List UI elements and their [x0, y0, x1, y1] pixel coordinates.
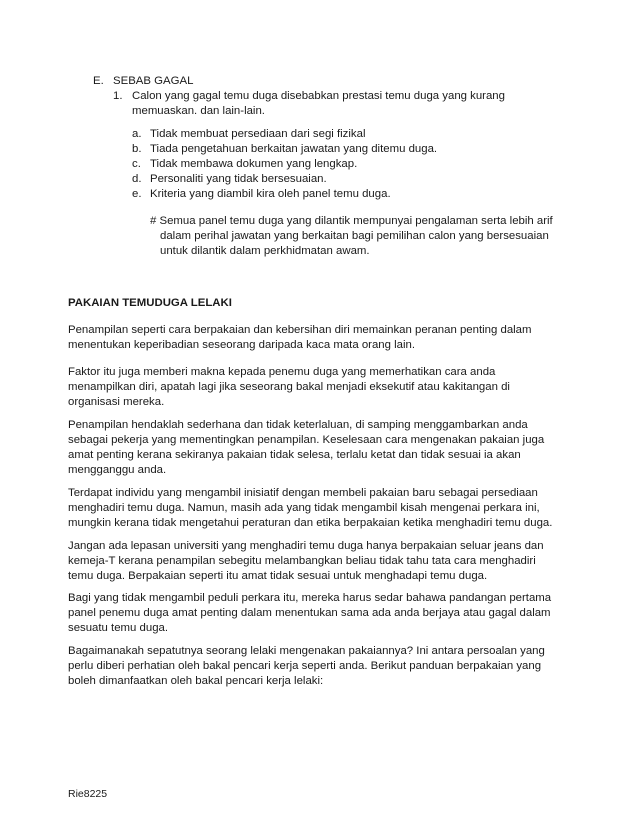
note-line: # Semua panel temu duga yang dilantik mempunyai pengalaman serta lebih arif [150, 215, 553, 227]
paragraph-line: menentukan keperibadian seseorang daripada kaca mata orang lain. [68, 339, 416, 351]
item-1-line: Calon yang gagal temu duga disebabkan prestasi temu duga yang kurang [132, 90, 505, 102]
paragraph-line: sebagai pekerja yang mementingkan penampilan. Keselesaan cara mengenakan pakaian juga [68, 434, 545, 446]
list-item [132, 142, 437, 157]
paragraph [68, 591, 551, 636]
paragraph-line: menghadiri temu duga. Namun, masih ada yang tidak mengambil kisah mengenai perkara ini, [68, 502, 540, 514]
paragraph-line: temu duga. Berpakaian seperti itu amat tidak sesuai untuk menghadapi temu duga. [68, 570, 488, 582]
note-block [150, 214, 553, 259]
section-e-marker: E. [93, 75, 104, 87]
paragraph-line: Penampilan seperti cara berpakaian dan kebersihan diri memainkan peranan penting dalam [68, 324, 532, 336]
paragraph-line: Bagi yang tidak mengambil peduli perkara itu, mereka harus sedar bahawa pandangan pertama [68, 592, 552, 604]
paragraph-line: mungkin kerana tidak mengetahui peraturan dan etika berpakaian ketika menghadiri temu duga. [68, 517, 553, 529]
paragraph-line: amat penting kerana sekiranya pakaian tidak selesa, terlalu ketat dan tidak sesuai ia akan [68, 449, 521, 461]
list-item [132, 157, 357, 172]
paragraph-line: panel penemu duga amat penting dalam menentukan sama ada anda berjaya atau gagal dalam [68, 607, 551, 619]
list-item [132, 127, 365, 142]
list-item-text: Tidak membuat persediaan dari segi fizikal [150, 128, 366, 140]
paragraph-line: Penampilan hendaklah sederhana dan tidak keterlaluan, di samping menggambarkan anda [68, 419, 528, 431]
list-item-marker: d. [132, 173, 142, 185]
item-1-marker: 1. [113, 90, 123, 102]
paragraph [68, 486, 552, 531]
section-e-title: SEBAB GAGAL [113, 75, 194, 87]
item-1-text [132, 89, 505, 119]
paragraph-line: organisasi mereka. [68, 396, 165, 408]
paragraph [68, 323, 532, 353]
list-item-text: Personaliti yang tidak bersesuaian. [150, 173, 327, 185]
note-line: untuk dilantik dalam perkhidmatan awam. [160, 245, 370, 257]
list-item [132, 172, 327, 187]
paragraph-line: Terdapat individu yang mengambil inisiatif dengan membeli pakaian baru sebagai persediaan [68, 487, 538, 499]
paragraph-line: kemeja-T kerana penampilan sebegitu melambangkan beliau tidak tahu tata cara menghadiri [68, 555, 536, 567]
paragraph-line: perlu diberi perhatian oleh bakal pencari kerja seperti anda. Berikut panduan berpakaian yang [68, 660, 542, 672]
list-item-marker: e. [132, 188, 142, 200]
paragraph [68, 418, 544, 478]
list-item-text: Tiada pengetahuan berkaitan jawatan yang ditemu duga. [150, 143, 438, 155]
paragraph-line: Bagaimanakah sepatutnya seorang lelaki mengenakan pakaiannya? Ini antara persoalan yang [68, 645, 545, 657]
list-item-marker: b. [132, 143, 142, 155]
list-item-text: Kriteria yang diambil kira oleh panel temu duga. [150, 188, 391, 200]
section-e-heading [93, 74, 193, 89]
list-item-text: Tidak membawa dokumen yang lengkap. [150, 158, 358, 170]
paragraph [68, 365, 510, 410]
paragraph-line: Jangan ada lepasan universiti yang menghadiri temu duga hanya berpakaian seluar jeans dan [68, 540, 544, 552]
paragraph-line: sesuatu temu duga. [68, 622, 169, 634]
paragraph [68, 644, 545, 689]
item-1-line: memuaskan. dan lain-lain. [132, 105, 265, 117]
paragraph-line: boleh dimanfaatkan oleh bakal pencari kerja lelaki: [68, 675, 324, 687]
list-item [132, 187, 391, 202]
paragraph [68, 539, 544, 584]
paragraph-line: Faktor itu juga memberi makna kepada penemu duga yang memerhatikan cara anda [68, 366, 496, 378]
page-footer: Rie8225 [68, 788, 108, 800]
list-item-marker: a. [132, 128, 142, 140]
paragraph-line: mengganggu anda. [68, 464, 167, 476]
paragraph-line: menampilkan diri, apatah lagi jika seseorang bakal menjadi eksekutif atau kakitangan di [68, 381, 510, 393]
list-item-marker: c. [132, 158, 141, 170]
section-heading: PAKAIAN TEMUDUGA LELAKI [68, 297, 232, 309]
note-line: dalam perihal jawatan yang berkaitan bagi pemilihan calon yang bersesuaian [160, 230, 549, 242]
